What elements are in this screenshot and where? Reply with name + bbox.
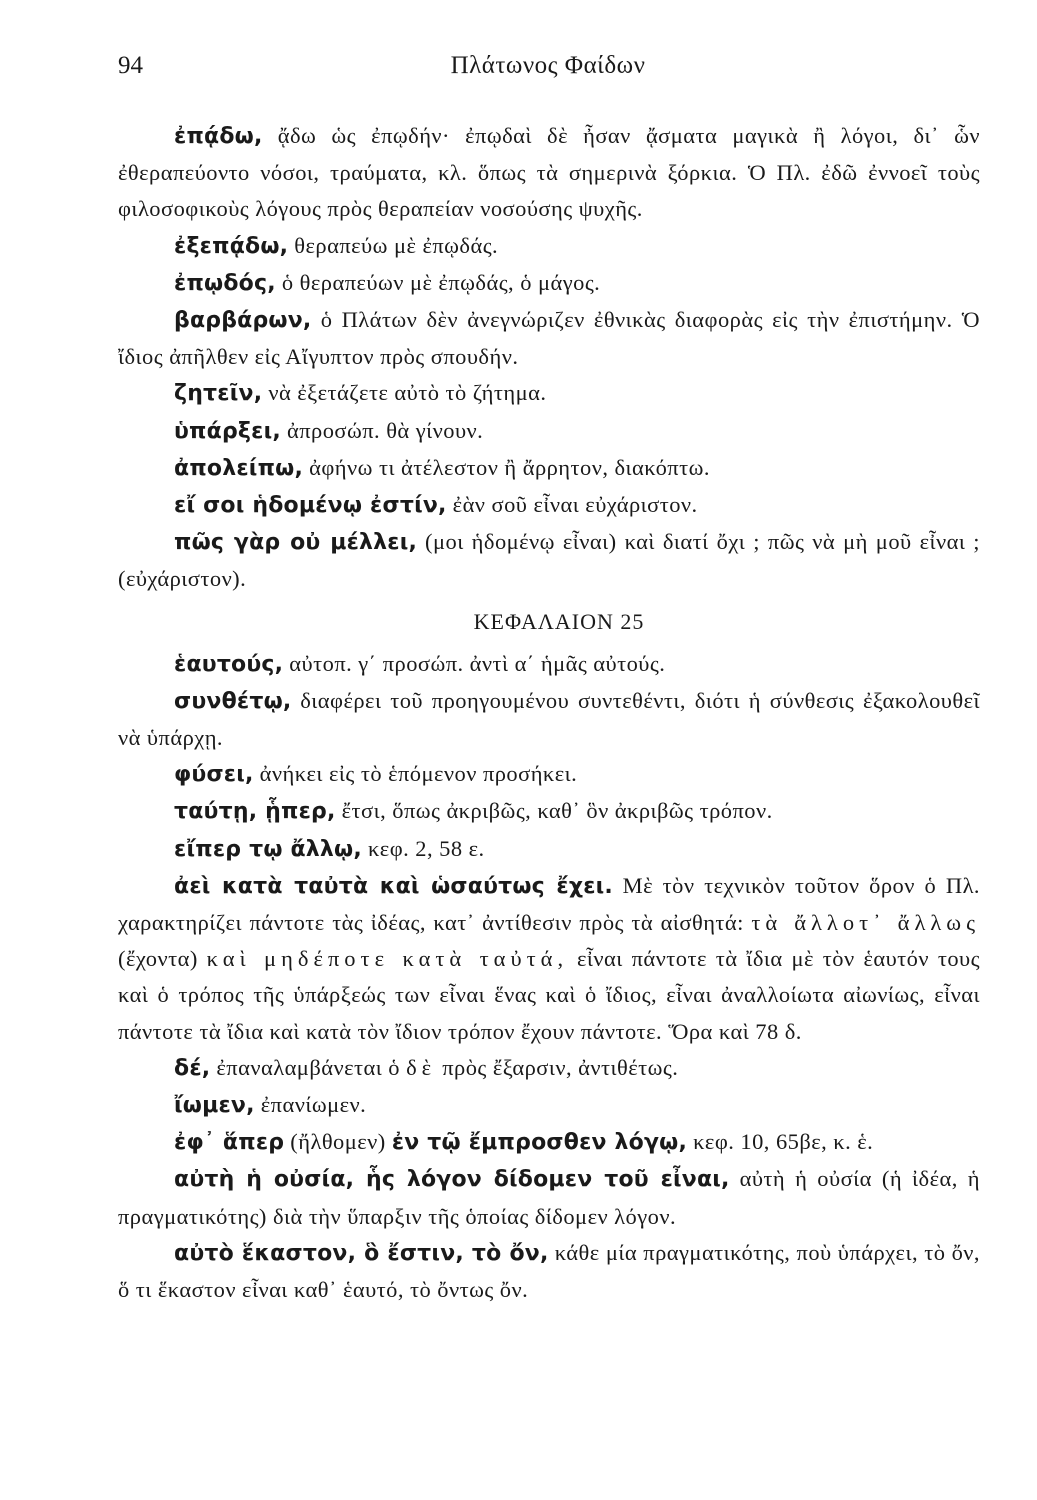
entry-lemma: ἐπῳδός, xyxy=(174,270,276,296)
entry-lemma: ἑαυτούς, xyxy=(174,651,284,677)
commentary-entry-de xyxy=(118,1050,980,1087)
commentary-entry xyxy=(118,1235,980,1308)
entry-lemma: συνθέτῳ, xyxy=(174,688,292,714)
entry-gloss: πρὸς ἔξαρσιν, ἀντιθέτως. xyxy=(436,1054,679,1080)
entry-gloss: ἐὰν σοῦ εἶναι εὐχάριστον. xyxy=(446,492,698,518)
entry-lemma: ταύτῃ, ᾗπερ, xyxy=(174,799,336,825)
commentary-entry xyxy=(118,413,980,450)
entries-before xyxy=(118,118,980,598)
commentary-entry xyxy=(118,1087,980,1124)
entry-gloss: αὐτοπ. γ΄ προσώπ. ἀντὶ α΄ ἡμᾶς αὐτούς. xyxy=(283,650,666,676)
entry-gloss: θεραπεύω μὲ ἐπῳδάς. xyxy=(288,232,499,258)
entry-lemma: ἐξεπᾴδω, xyxy=(174,233,289,259)
commentary-entry xyxy=(118,524,980,597)
entry-gloss: ᾄδω ὡς ἐπῳδήν· ἐπῳδαὶ δὲ ἦσαν ᾄσματα μαγικὰ ἢ λόγοι, δι᾿ ὧν ἐθεραπεύοντο νόσοι, τραύματα, κλ. ὅπως τὰ σημερινὰ ξόρκια. Ὁ Πλ. ἐδῶ ἐννοεῖ τοὺς φιλοσοφικοὺς λόγους πρὸς θεραπείαν νοσούσης ψυχῆς. xyxy=(118,123,980,222)
entry-lemma: ζητεῖν, xyxy=(174,381,263,407)
entry-lemma: ἐν τῷ ἔμπροσθεν λόγῳ, xyxy=(391,1130,688,1156)
entry-gloss: ἀφήνω τι ἀτέλεστον ἢ ἄρρητον, διακόπτω. xyxy=(303,454,710,480)
chapter-heading: ΚΕΦΑΛΑΙΟΝ 25 xyxy=(473,608,645,634)
commentary-entry xyxy=(118,265,980,302)
entry-gloss: κάθε μία πραγματικότης, ποὺ ὑπάρχει, τὸ ὄν, ὅ τι ἕκαστον εἶναι καθ᾿ ἑαυτό, τὸ ὄντως ὄν. xyxy=(118,1239,981,1303)
entry-gloss: αὐτὴ ἡ οὐσία (ἡ ἰδέα, ἡ πραγματικότης) διὰ τὴν ὕπαρξιν τῆς ὁποίας δίδομεν λόγον. xyxy=(118,1166,980,1229)
entry-lemma: ἀπολείπω, xyxy=(174,455,304,481)
page-number: 94 xyxy=(118,52,143,79)
commentary-entry xyxy=(118,375,980,412)
entry-gloss: νὰ ἐξετάζετε αὐτὸ τὸ ζήτημα. xyxy=(262,380,547,406)
commentary-entry xyxy=(118,1161,980,1234)
entry-gloss: ἔτσι, ὅπως ἀκριβῶς, καθ᾿ ὃν ἀκριβῶς τρόπον. xyxy=(335,798,773,824)
entry-gloss: ἀπροσώπ. θὰ γίνουν. xyxy=(280,417,484,443)
commentary-entry xyxy=(118,302,980,375)
entry-gloss: ὁ Πλάτων δὲν ἀνεγνώριζεν ἐθνικὰς διαφορὰς εἰς τὴν ἐπιστήμην. Ὁ ἴδιος ἀπῆλθεν εἰς Αἴγυπτον πρὸς σπουδήν. xyxy=(118,307,980,370)
entry-gloss: διαφέρει τοῦ προηγουμένου συντεθέντι, διότι ἡ σύνθεσις ἐξακολουθεῖ νὰ ὑπάρχῃ. xyxy=(118,687,980,751)
commentary-entry xyxy=(118,487,980,524)
entry-lemma: ἴωμεν, xyxy=(174,1093,255,1119)
entry-gloss: κεφ. 2, 58 ε. xyxy=(361,835,485,861)
commentary-entry xyxy=(118,793,980,830)
commentary-entry xyxy=(118,228,980,265)
entries-final xyxy=(118,1161,980,1308)
entry-gloss: εἶναι πάντοτε τὰ ἴδια μὲ τὸν ἑαυτόν τους καὶ ὁ τρόπος τῆς ὑπάρξεώς των εἶναι ἕνας καὶ ὁ ἴδιος, εἶναι ἀναλλοίωτα αἰωνίως, εἶναι πάντοτε τὰ ἴδια καὶ κατὰ τὸν ἴδιον τρόπον ἔχουν πάντοτε. Ὅρα καὶ 78 δ. xyxy=(118,946,980,1044)
entries-after xyxy=(118,646,980,868)
entry-spaced-text: καὶ μηδέποτε κατὰ ταὐτά, xyxy=(206,946,569,972)
entry-gloss: (ἔχοντα) xyxy=(118,946,207,972)
entry-spaced-text: δὲ xyxy=(406,1054,437,1080)
entry-gloss: (μοι ἡδομένῳ εἶναι) καὶ διατί ὄχι ; πῶς νὰ μὴ μοῦ εἶναι ; (εὐχάριστον). xyxy=(118,529,981,592)
entry-lemma: βαρβάρων, xyxy=(174,308,312,334)
commentary-entry xyxy=(118,756,980,793)
entry-gloss: Μὲ τὸν τεχνικὸν τοῦτον ὅρον ὁ Πλ. χαρακτηρίζει πάντοτε τὰς ἰδέας, κατ᾿ ἀντίθεσιν πρὸς τὰ αἰσθητά: xyxy=(118,872,981,936)
commentary-entry xyxy=(118,450,980,487)
entry-lemma: πῶς γὰρ οὐ μέλλει, xyxy=(174,530,418,556)
entry-lemma: ἀεὶ κατὰ ταὐτὰ καὶ ὡσαύτως ἔχει. xyxy=(174,873,613,899)
entry-gloss: ὁ θεραπεύων μὲ ἐπῳδάς, ὁ μάγος. xyxy=(275,269,601,295)
entry-spaced-text: τὰ ἄλλοτ᾿ ἄλλως xyxy=(751,910,980,936)
commentary-entry-eph xyxy=(118,1124,980,1161)
page-header xyxy=(118,52,978,92)
entry-lemma: αὐτὸ ἕκαστον, ὃ ἔστιν, τὸ ὄν, xyxy=(174,1240,549,1266)
entry-lemma: ἐπᾴδω, xyxy=(174,124,263,149)
entries-end xyxy=(118,1087,980,1124)
entry-lemma: εἴ σοι ἡδομένῳ ἐστίν, xyxy=(174,493,447,519)
commentary-entry xyxy=(118,646,980,683)
entry-gloss: (ἤλθομεν) xyxy=(284,1129,392,1155)
entry-lemma: ὑπάρξει, xyxy=(174,418,281,444)
entry-lemma: φύσει, xyxy=(174,762,254,788)
entry-gloss: ἐπαναλαμβάνεται ὁ xyxy=(210,1054,407,1080)
entry-gloss: ἐπανίωμεν. xyxy=(254,1092,367,1118)
commentary-text xyxy=(118,118,980,1308)
commentary-entry xyxy=(118,831,980,868)
entry-lemma: δέ, xyxy=(174,1055,211,1081)
entry-lemma: ἐφ᾿ ἅπερ xyxy=(174,1130,285,1156)
entry-lemma: αὐτὴ ἡ οὐσία, ἧς λόγον δίδομεν τοῦ εἶναι, xyxy=(174,1167,730,1193)
entry-gloss: κεφ. 10, 65βε, κ. ἑ. xyxy=(687,1129,874,1155)
commentary-entry xyxy=(118,118,980,228)
commentary-entry-ideas xyxy=(118,868,980,1050)
entry-lemma: εἴπερ τῳ ἄλλῳ, xyxy=(174,836,362,862)
running-title: Πλάτωνος Φαίδων xyxy=(450,52,646,79)
commentary-entry xyxy=(118,683,980,756)
entry-gloss: ἀνήκει εἰς τὸ ἑπόμενον προσήκει. xyxy=(253,761,578,787)
